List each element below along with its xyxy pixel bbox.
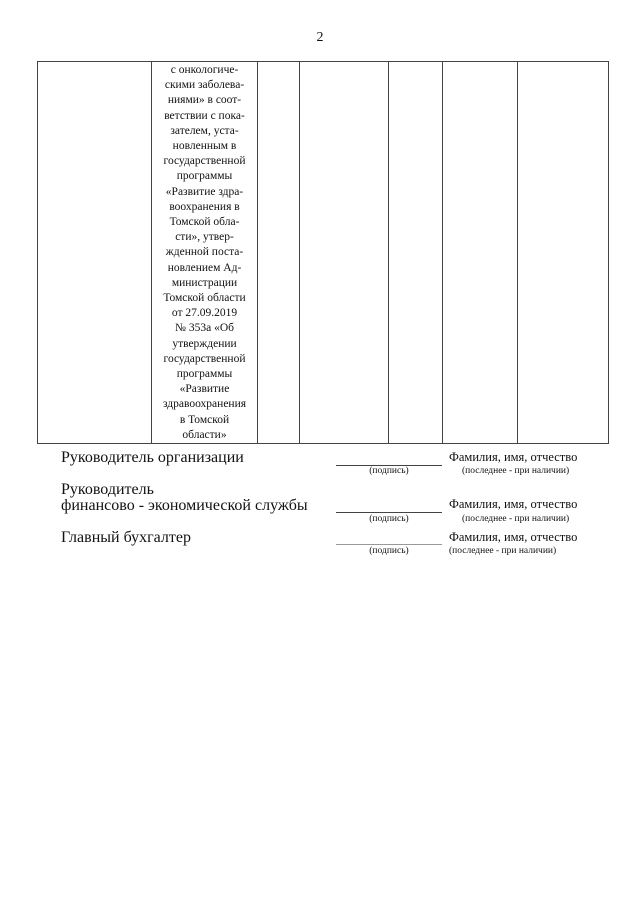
signature-role: Руководитель финансово - экономической службы bbox=[61, 481, 308, 514]
fio-caption: (последнее - при наличии) bbox=[449, 546, 557, 556]
signature-role: Руководитель организации bbox=[61, 449, 244, 466]
description-text: с онкологиче- скими заболева- ниями» в соот- ветствии с пока- зателем, уста- новленным в государственной программы «Развитие здра- воохранения в Томской обла- сти», утвер- жденной поста- новлением Ад- министрации Томской области от 27.09.2019 № 353а «Об утверждении государственной программы «Развитие здравоохранения в Томской области» bbox=[162, 64, 247, 441]
table-cell bbox=[518, 62, 609, 444]
signature-role: Главный бухгалтер bbox=[61, 529, 191, 546]
signature-caption: (подпись) bbox=[369, 546, 409, 556]
table-row bbox=[38, 62, 609, 444]
fio-label: Фамилия, имя, отчество bbox=[449, 450, 578, 464]
page-number: 2 bbox=[316, 30, 324, 45]
signature-line bbox=[336, 512, 442, 513]
fio-caption: (последнее - при наличии) bbox=[462, 466, 570, 476]
table-cell bbox=[443, 62, 518, 444]
fio-label: Фамилия, имя, отчество bbox=[449, 530, 578, 544]
table-cell bbox=[258, 62, 300, 444]
table-cell bbox=[300, 62, 389, 444]
table-cell bbox=[389, 62, 443, 444]
signature-caption: (подпись) bbox=[369, 514, 409, 524]
signature-caption: (подпись) bbox=[369, 466, 409, 476]
signature-line bbox=[336, 544, 442, 545]
fio-label: Фамилия, имя, отчество bbox=[449, 497, 578, 511]
table-cell bbox=[38, 62, 152, 444]
table-cell-description bbox=[152, 62, 258, 444]
fio-caption: (последнее - при наличии) bbox=[462, 514, 570, 524]
data-table bbox=[37, 61, 609, 444]
